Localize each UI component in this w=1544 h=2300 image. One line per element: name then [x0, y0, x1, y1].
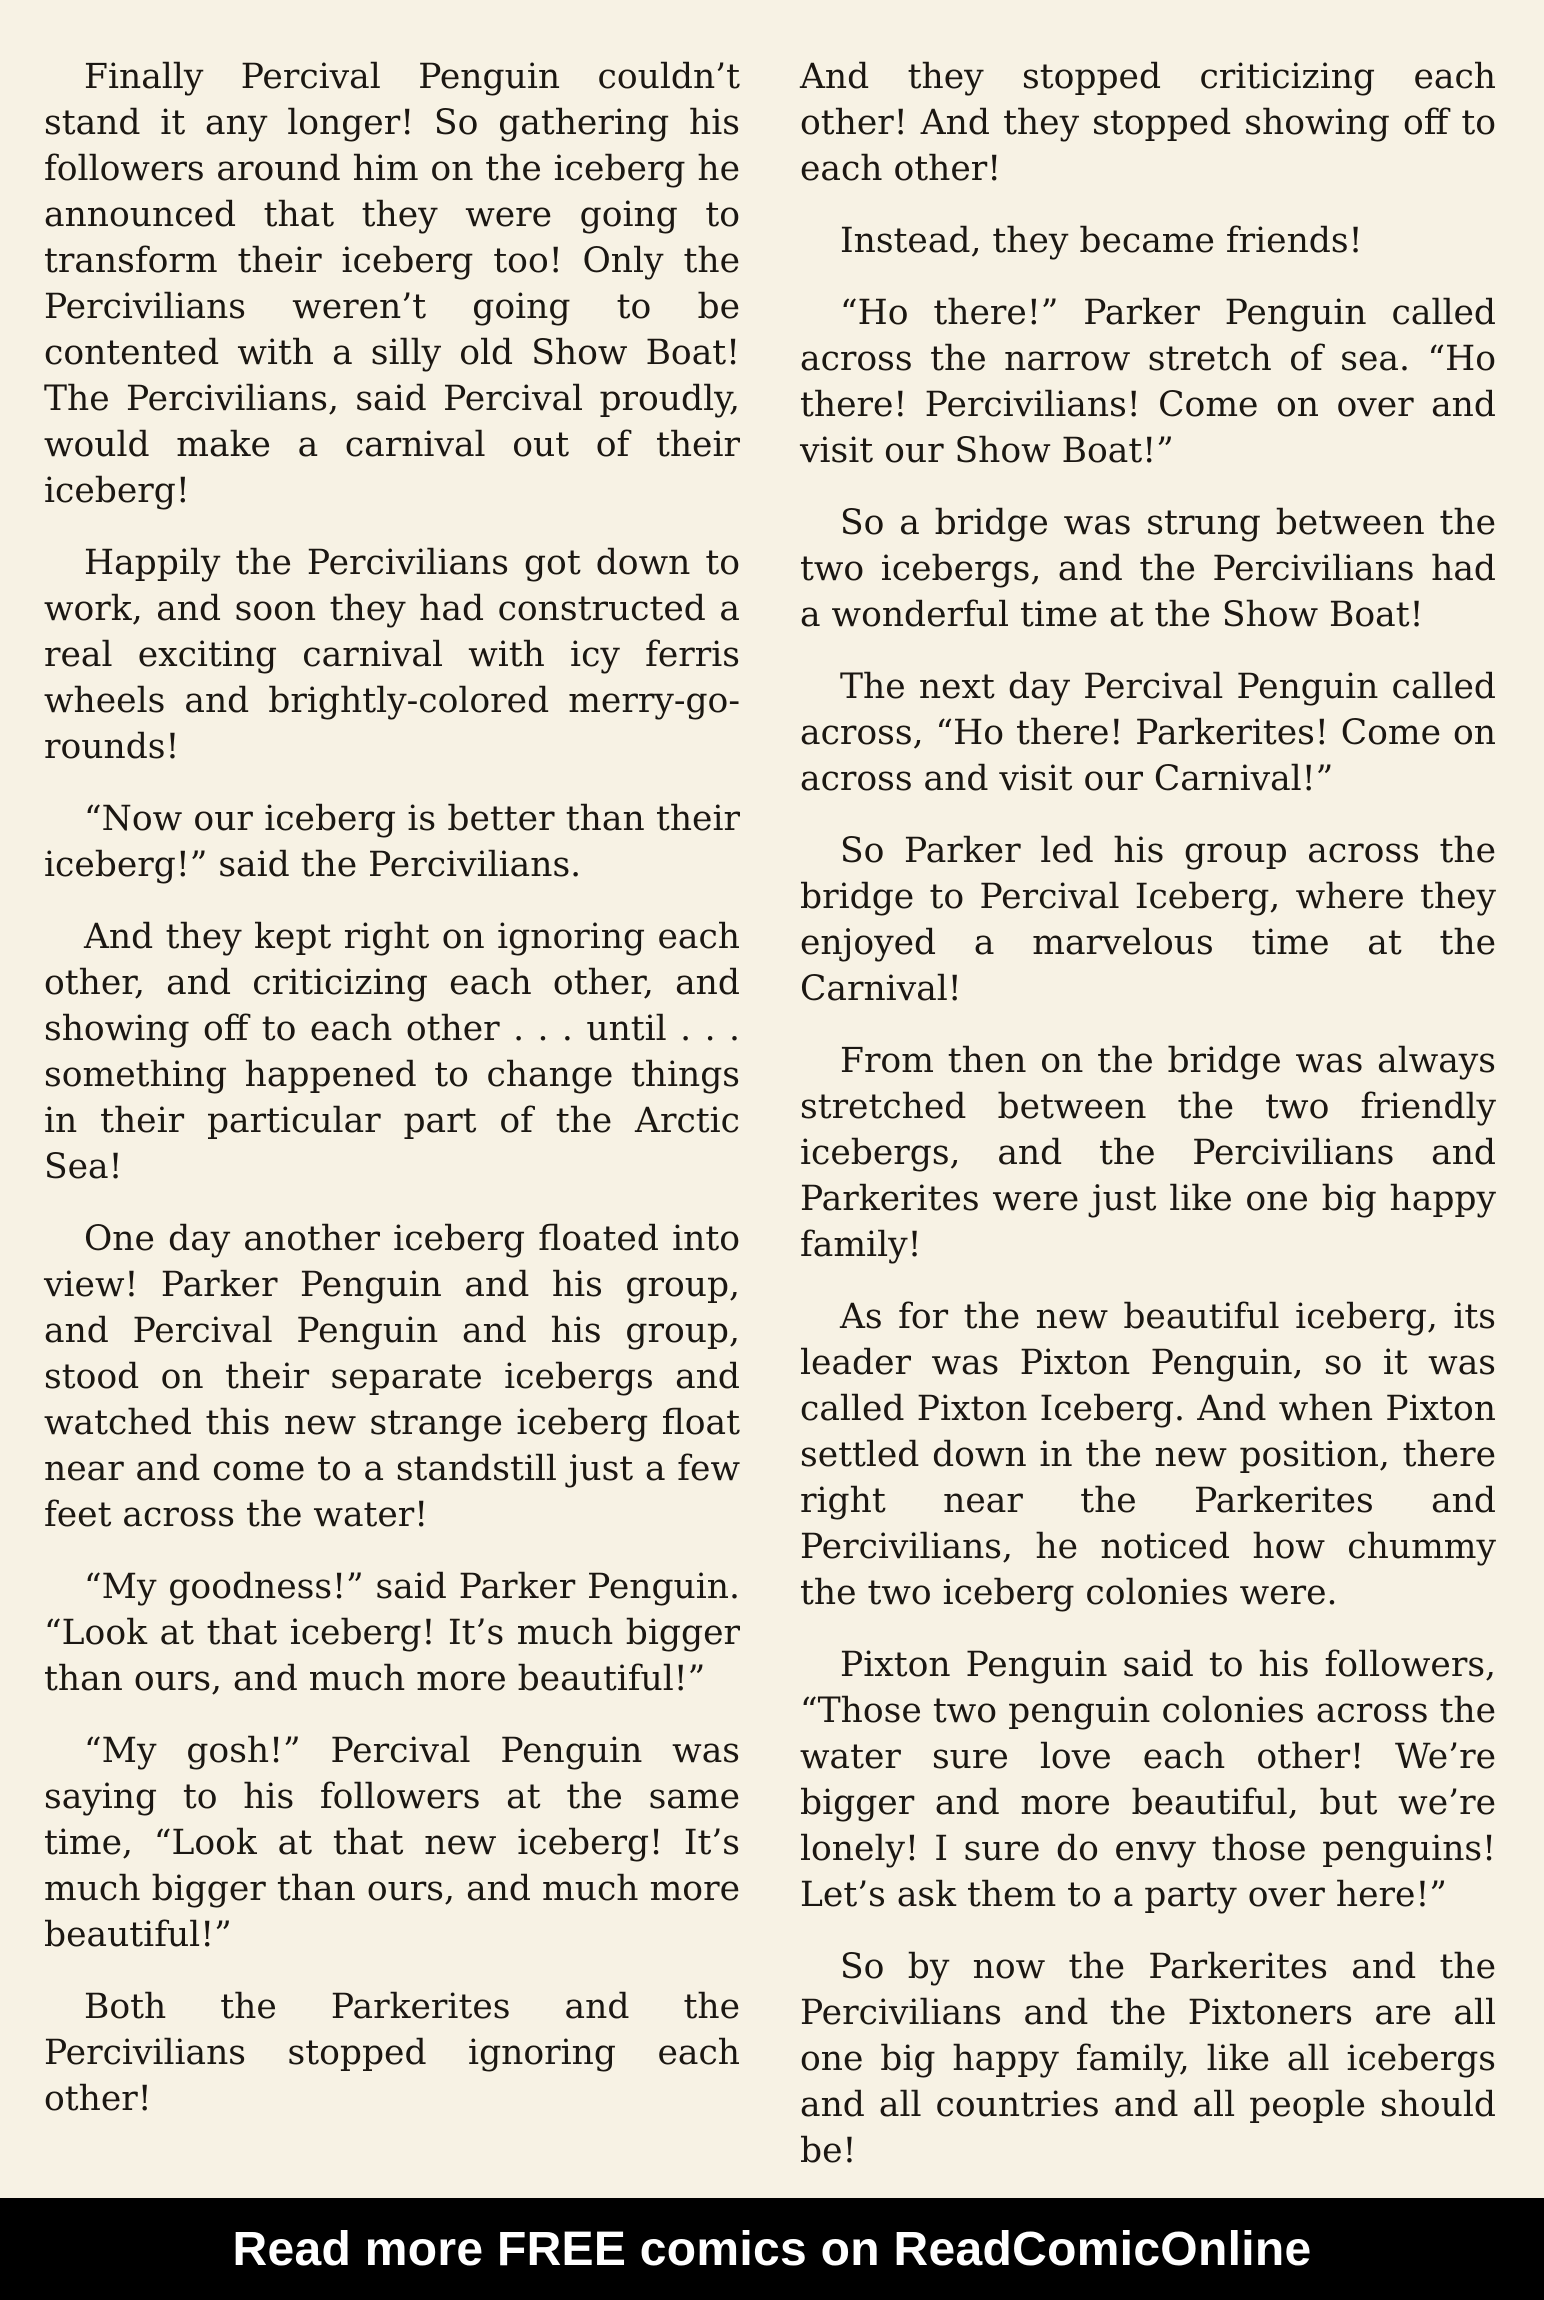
paragraph: Pixton Penguin said to his followers, “Those two penguin colonies across the water sure love each other! We’re bigger and more beautiful, but we’re lonely! I sure do envy those penguins! Let’s ask them to a party over here!”	[800, 1645, 1496, 1915]
paragraph: And they kept right on ignoring each other, and criticizing each other, and showing off to each other . . . until . . . something happened to change things in their particular part of the Arctic Sea!	[44, 917, 740, 1187]
promo-banner-text[interactable]: Read more FREE comics on ReadComicOnline	[232, 2222, 1312, 2276]
paragraph: And they stopped criticizing each other! And they stopped showing off to each other!	[800, 57, 1496, 189]
right-text-column	[800, 54, 1496, 2200]
paragraph: So by now the Parkerites and the Percivilians and the Pixtoners are all one big happy family, like all icebergs and all countries and all people should be!	[800, 1947, 1496, 2171]
paragraph: Both the Parkerites and the Percivilians stopped ignoring each other!	[44, 1987, 740, 2119]
paragraph: As for the new beautiful iceberg, its leader was Pixton Penguin, so it was called Pixton Iceberg. And when Pixton settled down in the new position, there right near the Parkerites and Percivilians, he noticed how chummy the two iceberg colonies were.	[800, 1297, 1496, 1613]
promo-banner[interactable]	[0, 2198, 1544, 2300]
paragraph: From then on the bridge was always stretched between the two friendly icebergs, and the Percivilians and Parkerites were just like one big happy family!	[800, 1041, 1496, 1265]
paragraph: “My gosh!” Percival Penguin was saying to his followers at the same time, “Look at that new iceberg! It’s much bigger than ours, and much more beautiful!”	[44, 1731, 740, 1955]
paragraph: So a bridge was strung between the two icebergs, and the Percivilians had a wonderful time at the Show Boat!	[800, 503, 1496, 635]
left-text-column	[44, 54, 740, 2148]
paragraph: “Ho there!” Parker Penguin called across the narrow stretch of sea. “Ho there! Percivilians! Come on over and visit our Show Boat!”	[800, 293, 1496, 471]
paragraph: Instead, they became friends!	[840, 221, 1363, 261]
paragraph: “Now our iceberg is better than their iceberg!” said the Percivilians.	[44, 799, 740, 885]
paragraph: One day another iceberg floated into view! Parker Penguin and his group, and Percival Penguin and his group, stood on their separate icebergs and watched this new strange iceberg float near and come to a standstill just a few feet across the water!	[44, 1219, 740, 1535]
paragraph: “My goodness!” said Parker Penguin. “Look at that iceberg! It’s much bigger than ours, and much more beautiful!”	[44, 1567, 740, 1699]
paragraph: So Parker led his group across the bridge to Percival Iceberg, where they enjoyed a marvelous time at the Carnival!	[800, 831, 1496, 1009]
paragraph: The next day Percival Penguin called across, “Ho there! Parkerites! Come on across and visit our Carnival!”	[800, 667, 1496, 799]
paragraph: Happily the Percivilians got down to work, and soon they had constructed a real exciting carnival with icy ferris wheels and brightly-colored merry-go-rounds!	[44, 543, 740, 767]
paragraph: Finally Percival Penguin couldn’t stand it any longer! So gathering his followers around him on the iceberg he announced that they were going to transform their iceberg too! Only the Percivilians weren’t going to be contented with a silly old Show Boat! The Percivilians, said Percival proudly, would make a carnival out of their iceberg!	[44, 57, 740, 511]
